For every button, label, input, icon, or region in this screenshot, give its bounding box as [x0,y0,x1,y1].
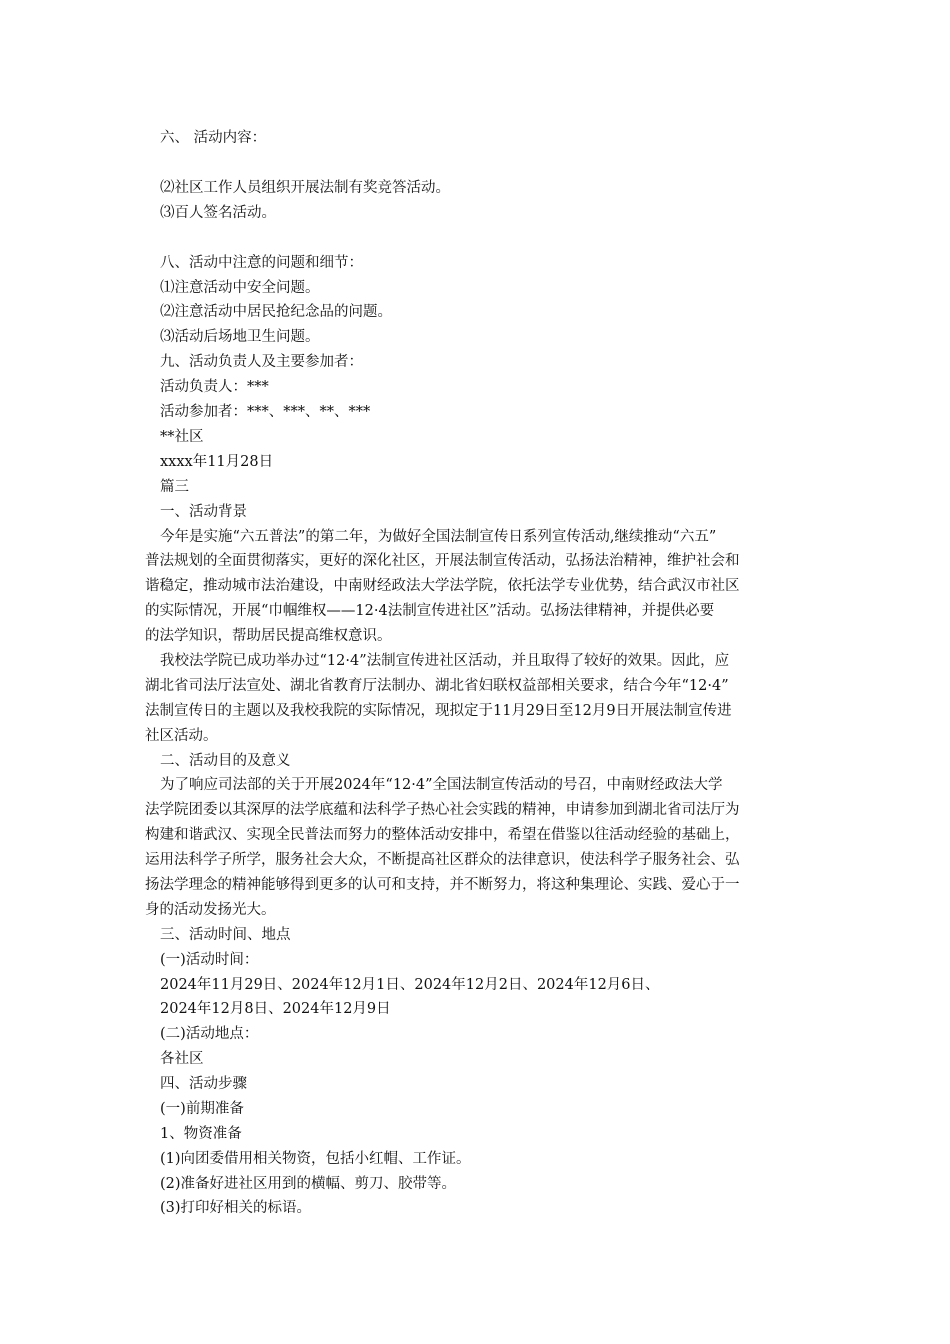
paragraph-line: 法学院团委以其深厚的法学底蕴和法科学子热心社会实践的精神，申请参加到湖北省司法厅为 [145,802,740,818]
paragraph-line: 今年是实施“六五普法”的第二年，为做好全国法制宣传日系列宣传活动,继续推动“六五” [160,529,717,545]
date-line: xxxx年11月28日 [160,454,274,470]
text-line: ⑴注意活动中安全问题。 [160,280,320,296]
date-list-line: 2024年12月8日、2024年12月9日 [160,1001,391,1017]
subsection-heading: (一)活动时间： [160,952,259,968]
text-line: ⑶百人签名活动。 [160,205,276,221]
section-heading: 四、活动步骤 [160,1076,247,1092]
list-item: (2)准备好进社区用到的横幅、剪刀、胶带等。 [160,1176,457,1192]
paragraph-line: 扬法学理念的精神能够得到更多的认可和支持，并不断努力，将这种集理论、实践、爱心于一 [145,877,740,893]
text-line: ⑵社区工作人员组织开展法制有奖竞答活动。 [160,180,450,196]
paragraph-line: 构建和谐武汉、实现全民普法而努力的整体活动安排中，希望在借鉴以往活动经验的基础上， [145,827,740,843]
text-line: 活动负责人：*** [160,379,269,395]
paragraph-line: 的实际情况，开展“巾帼维权——12·4法制宣传进社区”活动。弘扬法律精神，并提供必要 [145,603,715,619]
subsection-heading: 1、物资准备 [160,1126,242,1142]
text-line: 各社区 [160,1051,204,1067]
section-heading: 八、活动中注意的问题和细节： [160,255,363,271]
section-heading: 三、活动时间、地点 [160,927,291,943]
section-heading: 一、活动背景 [160,504,247,520]
list-item: (1)向团委借用相关物资，包括小红帽、工作证。 [160,1151,471,1167]
paragraph-line: 法制宣传日的主题以及我校我院的实际情况，现拟定于11月29日至12月9日开展法制宣传进 [145,703,732,719]
subsection-heading: (一)前期准备 [160,1101,244,1117]
text-line: **社区 [160,429,204,445]
text-line: ⑶活动后场地卫生问题。 [160,329,320,345]
text-line: 活动参加者：***、***、**、*** [160,404,371,420]
paragraph-line: 的法学知识，帮助居民提高维权意识。 [145,628,392,644]
section-heading: 九、活动负责人及主要参加者： [160,354,363,370]
paragraph-line: 普法规划的全面贯彻落实，更好的深化社区，开展法制宣传活动，弘扬法治精神，维护社会和 [145,553,740,569]
paragraph-line: 身的活动发扬光大。 [145,902,276,918]
section-heading: 篇三 [160,479,189,495]
text-line: ⑵注意活动中居民抢纪念品的问题。 [160,304,392,320]
paragraph-line: 我校法学院已成功举办过“12·4”法制宣传进社区活动，并且取得了较好的效果。因此，应 [160,653,730,669]
subsection-heading: (二)活动地点： [160,1026,259,1042]
paragraph-line: 谐稳定，推动城市法治建设，中南财经政法大学法学院，依托法学专业优势，结合武汉市社区 [145,578,740,594]
paragraph-line: 运用法科学子所学，服务社会大众，不断提高社区群众的法律意识，使法科学子服务社会、弘 [145,852,740,868]
section-heading: 二、活动目的及意义 [160,753,291,769]
list-item: (3)打印好相关的标语。 [160,1200,312,1216]
paragraph-line: 为了响应司法部的关于开展2024年“12·4”全国法制宣传活动的号召，中南财经政法大学 [160,777,723,793]
date-list-line: 2024年11月29日、2024年12月1日、2024年12月2日、2024年12月6日、 [160,977,660,993]
section-heading: 六、 活动内容： [160,130,267,146]
paragraph-line: 社区活动。 [145,728,218,744]
paragraph-line: 湖北省司法厅法宣处、湖北省教育厅法制办、湖北省妇联权益部相关要求，结合今年“12·4” [145,678,729,694]
